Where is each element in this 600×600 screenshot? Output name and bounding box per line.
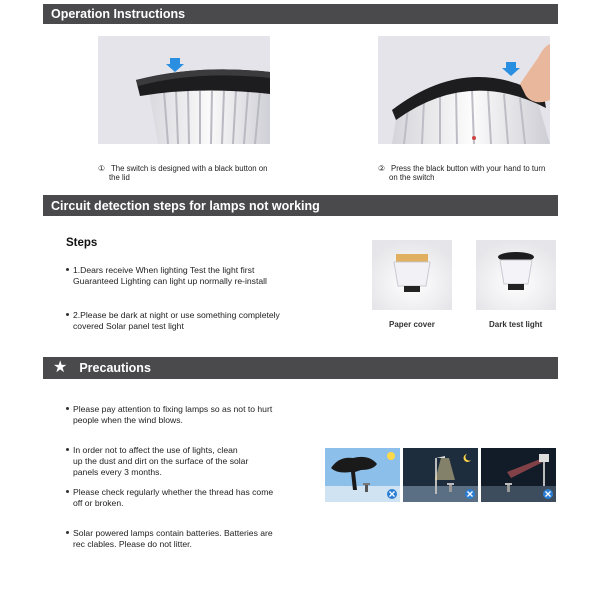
- bullet-dot: [66, 268, 69, 271]
- dark-test-label: Dark test light: [489, 320, 543, 329]
- tree-wind-warning-image: [325, 448, 400, 502]
- item-line: 2.Please be dark at night or use something completely: [73, 310, 280, 320]
- paper-cover-photo: [372, 240, 452, 310]
- caption-line: on the switch: [389, 173, 435, 182]
- bullet-dot: [66, 531, 69, 534]
- section-title: Operation Instructions: [51, 7, 186, 21]
- item-line: Please pay attention to fixing lamps so as not to hurt: [73, 404, 273, 414]
- lamp-lid-photo: [98, 36, 270, 144]
- item-line: Solar powered lamps contain batteries. Batteries are: [73, 528, 273, 538]
- press-button-photo: [378, 36, 550, 144]
- section-title: Precautions: [79, 361, 151, 375]
- item-line: off or broken.: [73, 498, 124, 508]
- item-line: 1.Dears receive When lighting Test the light first: [73, 265, 255, 275]
- item-line: rec clables. Please do not litter.: [73, 539, 192, 549]
- paper-cover-label: Paper cover: [389, 320, 435, 329]
- precaution-item-2: [66, 445, 248, 478]
- precaution-item-3: [66, 487, 273, 509]
- steps-item-2: [66, 310, 280, 332]
- precautions-header: [43, 357, 558, 379]
- item-line: people when the wind blows.: [73, 415, 183, 425]
- bullet-dot: [66, 490, 69, 493]
- operation-instructions-header: [43, 4, 558, 24]
- steps-heading: Steps: [66, 237, 98, 249]
- star-icon: ★: [53, 359, 68, 376]
- precaution-item-4: [66, 528, 273, 550]
- dark-test-photo: [476, 240, 556, 310]
- streetlight-night-image: [403, 448, 478, 502]
- steps-item-1: [66, 265, 267, 287]
- caption-line: Press the black button with your hand to turn: [391, 164, 546, 173]
- item-line: Please check regularly whether the thread has come: [73, 487, 274, 497]
- step1-caption: [98, 164, 267, 182]
- step-number: ①: [98, 164, 105, 173]
- bullet-dot: [66, 313, 69, 316]
- item-line: In order not to affect the use of lights, clean: [73, 445, 238, 455]
- section-title: Circuit detection steps for lamps not working: [51, 198, 320, 213]
- item-line: Guaranteed Lighting can light up normally re-install: [73, 276, 267, 286]
- step2-caption: [378, 164, 545, 182]
- item-line: up the dust and dirt on the surface of the solar: [73, 456, 249, 466]
- bullet-dot: [66, 448, 69, 451]
- circuit-detection-header: [43, 195, 558, 216]
- item-line: covered Solar panel test light: [73, 321, 184, 331]
- caption-line: The switch is designed with a black button on: [111, 164, 268, 173]
- caption-line: the lid: [109, 173, 130, 182]
- step-number: ②: [378, 164, 385, 173]
- item-line: panels every 3 months.: [73, 467, 162, 477]
- precaution-item-1: [66, 404, 272, 426]
- red-light-beam-image: [481, 448, 556, 502]
- bullet-dot: [66, 407, 69, 410]
